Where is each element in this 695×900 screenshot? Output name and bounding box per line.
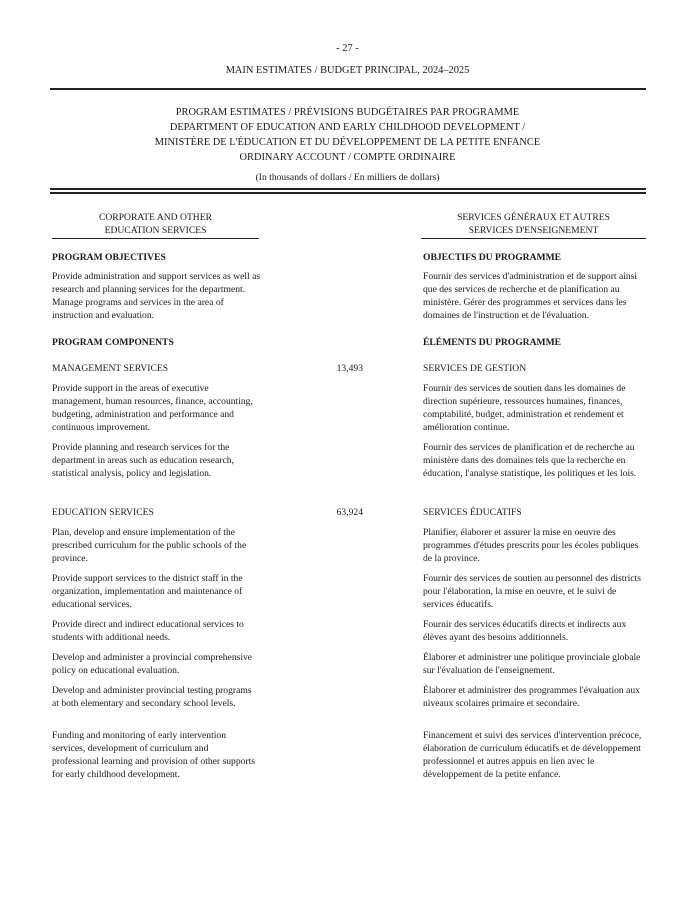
management-amount: 13,493: [336, 363, 363, 374]
education-para-5-en: Develop and administer provincial testing programs at both elementary and secondary school levels.: [52, 685, 252, 709]
education-para-5-fr: Élaborer et administrer des programmes l'évaluation aux niveaux scolaires primaire et secondaire.: [423, 685, 640, 709]
title-line-4: ORDINARY ACCOUNT / COMPTE ORDINAIRE: [239, 152, 456, 163]
right-header-line-1: SERVICES GÉNÉRAUX ET AUTRES: [457, 212, 610, 223]
education-para-1-en: Plan, develop and ensure implementation of the prescribed curriculum for the public schools of the province.: [52, 527, 247, 564]
management-para-1-en: Provide support in the areas of executive management, human resources, finance, accounting, budgeting, administration and performance and continuous improvement.: [52, 383, 253, 433]
objectives-title-en: PROGRAM OBJECTIVES: [52, 252, 166, 263]
education-para-3-en: Provide direct and indirect educational services to students with additional needs.: [52, 619, 244, 643]
education-para-6-fr: Financement et suivi des services d'intervention précoce, élaboration de curriculum éducatifs et de développement professionnel et autres appuis en lien avec le développement de la petite enfance.: [423, 730, 642, 780]
double-rule-top: [50, 188, 646, 190]
right-column-header: [421, 211, 646, 237]
running-head: MAIN ESTIMATES / BUDGET PRINCIPAL, 2024–2025: [225, 65, 470, 76]
education-para-4-fr: Élaborer et administrer une politique provinciale globale sur l'évaluation de l'enseignement.: [423, 652, 641, 676]
education-para-6-en: Funding and monitoring of early intervention services, development of curriculum and professional learning and provision of other supports for early childhood development.: [52, 730, 256, 780]
double-rule-bottom: [50, 192, 646, 194]
right-header-line-2: SERVICES D'ENSEIGNEMENT: [468, 225, 599, 236]
management-para-1-fr: Fournir des services de soutien dans les domaines de direction supérieure, ressources humaines, finances, comptabilité, budget, administration et rendement et amélioration continue.: [423, 383, 626, 433]
components-title-en: PROGRAM COMPONENTS: [52, 337, 174, 348]
education-label-en: EDUCATION SERVICES: [52, 507, 154, 518]
management-para-2-en: Provide planning and research services for the department in areas such as education research, statistical analysis, policy and legislation.: [52, 442, 234, 479]
education-para-2-fr: Fournir des services de soutien au personnel des districts pour l'élaboration, la mise en oeuvre, et le suivi de services éducatifs.: [423, 573, 641, 610]
left-header-line-1: CORPORATE AND OTHER: [98, 212, 212, 223]
education-para-1-fr: Planifier, élaborer et assurer la mise en oeuvre des programmes d'études prescrits pour les écoles publiques de la province.: [423, 527, 639, 564]
components-title-fr: ÉLÉMENTS DU PROGRAMME: [423, 337, 562, 348]
units-note: (In thousands of dollars / En milliers de dollars): [255, 172, 440, 183]
objectives-title-fr: OBJECTIFS DU PROGRAMME: [423, 252, 562, 263]
education-label-fr: SERVICES ÉDUCATIFS: [423, 507, 522, 518]
education-para-3-fr: Fournir des services éducatifs directs et indirects aux élèves ayant des besoins additionnels.: [423, 619, 627, 643]
education-amount: 63,924: [336, 507, 363, 518]
objectives-text-en: Provide administration and support services as well as research and planning services for the department. Manage programs and services in the area of instruction and evaluation.: [52, 271, 261, 321]
left-column-header: [52, 211, 259, 237]
left-header-line-2: EDUCATION SERVICES: [104, 225, 207, 236]
management-para-2-fr: Fournir des services de planification et de recherche au ministère dans des domaines tels que la recherche en éducation, l'analyse statistique, les politiques et les lois.: [423, 442, 637, 479]
title-line-2: DEPARTMENT OF EDUCATION AND EARLY CHILDHOOD DEVELOPMENT /: [169, 122, 526, 133]
right-header-underline: [421, 238, 646, 239]
title-line-1: PROGRAM ESTIMATES / PRÉVISIONS BUDGÉTAIRES PAR PROGRAMME: [175, 107, 520, 118]
management-label-en: MANAGEMENT SERVICES: [52, 363, 169, 374]
top-rule: [50, 88, 646, 90]
education-para-4-en: Develop and administer a provincial comprehensive policy on educational evaluation.: [52, 652, 253, 676]
page-number: - 27 -: [336, 43, 359, 54]
title-line-3: MINISTÈRE DE L'ÉDUCATION ET DU DÉVELOPPEMENT DE LA PETITE ENFANCE: [154, 137, 541, 148]
objectives-text-fr: Fournir des services d'administration et de support ainsi que des services de recherche et de planification au ministère. Gérer des programmes et services dans les domaines de l'instruction et de l'évaluation.: [423, 271, 638, 321]
education-para-2-en: Provide support services to the district staff in the organization, implementation and maintenance of educational services.: [52, 573, 243, 610]
left-header-underline: [52, 238, 259, 239]
management-label-fr: SERVICES DE GESTION: [423, 363, 527, 374]
